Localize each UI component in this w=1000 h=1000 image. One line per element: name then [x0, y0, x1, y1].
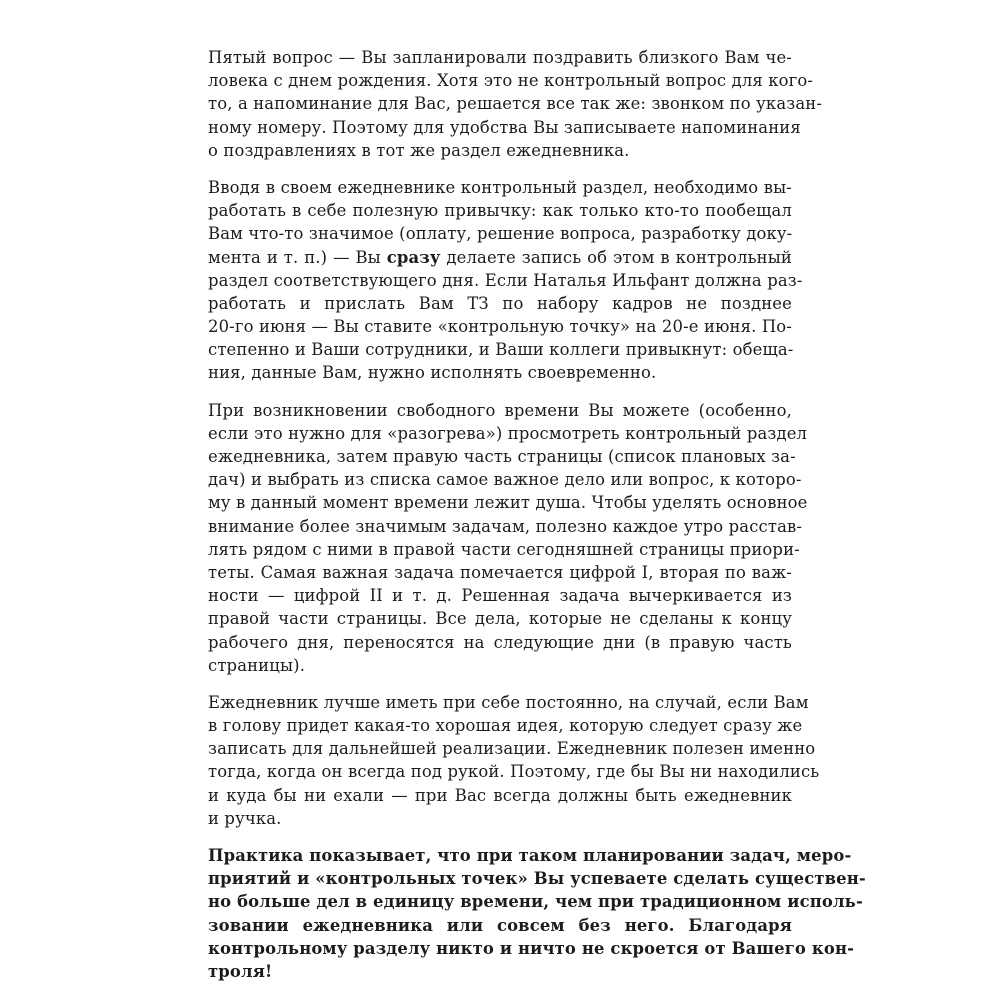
- text-run: ности — цифрой II и т. д. Решенная задача вычеркивается из: [208, 586, 792, 606]
- text-run: делаете запись об этом в контрольный: [440, 247, 792, 267]
- text-line: [208, 914, 792, 937]
- text-run: работать в себе полезную привычку: как только кто-то пообещал: [208, 201, 792, 221]
- paragraph: [208, 844, 866, 983]
- text-line: [208, 561, 792, 584]
- text-run: тогда, когда он всегда под рукой. Поэтому, где бы Вы ни находились: [208, 762, 820, 782]
- text-run: Пятый вопрос — Вы запланировали поздравить близкого Вам че-: [208, 48, 792, 67]
- text-line: [208, 960, 792, 983]
- text-line: [208, 654, 792, 677]
- text-line: [208, 116, 801, 139]
- book-page: [208, 46, 866, 997]
- text-run: ния, данные Вам, нужно исполнять своевременно.: [208, 363, 657, 383]
- text-run: и куда бы ни ехали — при Вас всегда должны быть ежедневник: [208, 785, 792, 805]
- text-line: [208, 691, 809, 714]
- text-line: [208, 515, 803, 538]
- text-line: [208, 468, 802, 491]
- text-run: зовании ежедневника или совсем без него. Благодаря: [208, 915, 792, 935]
- text-line: [208, 292, 792, 315]
- text-line: [208, 538, 800, 561]
- emphasis-text: сразу: [386, 247, 441, 267]
- paragraph: [208, 399, 808, 677]
- text-line: [208, 784, 792, 807]
- text-run: правой части страницы. Все дела, которые не сделаны к концу: [208, 609, 792, 629]
- text-run: раздел соответствующего дня. Если Наталья Ильфант должна раз-: [208, 270, 803, 290]
- text-run: лять рядом с ними в правой части сегодняшней страницы приори-: [208, 539, 800, 559]
- text-line: [208, 139, 792, 162]
- text-line: [208, 199, 792, 222]
- text-run: внимание более значимым задачам, полезно каждое утро расстав-: [208, 516, 803, 536]
- text-line: [208, 422, 808, 445]
- text-run: записать для дальнейшей реализации. Ежедневник полезен именно: [208, 739, 816, 759]
- text-run: работать и прислать Вам ТЗ по набору кадров не позднее: [208, 293, 792, 313]
- text-line: [208, 867, 866, 890]
- text-line: [208, 714, 803, 737]
- text-run: При возникновении свободного времени Вы можете (особенно,: [208, 400, 792, 420]
- paragraph: [208, 46, 823, 162]
- text-line: [208, 445, 796, 468]
- text-run: Ежедневник лучше иметь при себе постоянно, на случай, если Вам: [208, 692, 809, 712]
- text-line: [208, 338, 792, 361]
- text-run: в голову придет какая-то хорошая идея, которую следует сразу же: [208, 716, 803, 736]
- text-run: 20-го июня — Вы ставите «контрольную точку» на 20-е июня. По-: [208, 317, 792, 337]
- text-run: му в данный момент времени лежит душа. Чтобы уделять основное: [208, 493, 808, 513]
- text-line: [208, 937, 855, 960]
- text-line: [208, 760, 820, 783]
- text-run: Практика показывает, что при таком планировании задач, меро-: [208, 846, 852, 865]
- text-line: [208, 890, 863, 913]
- text-run: страницы).: [208, 655, 306, 675]
- text-line: [208, 807, 792, 830]
- text-run: дач) и выбрать из списка самое важное дело или вопрос, к которо-: [208, 470, 802, 490]
- text-run: о поздравлениях в тот же раздел ежедневника.: [208, 140, 630, 160]
- text-run: теты. Самая важная задача помечается цифрой I, вторая по важ-: [208, 562, 792, 582]
- text-run: степенно и Ваши сотрудники, и Ваши коллеги привыкнут: обеща-: [208, 340, 794, 360]
- text-run: и ручка.: [208, 808, 282, 828]
- text-line: [208, 607, 792, 630]
- text-run: ежедневника, затем правую часть страницы (список плановых за-: [208, 447, 796, 466]
- text-run: Вводя в своем ежедневнике контрольный раздел, необходимо вы-: [208, 177, 792, 197]
- text-run: то, а напоминание для Вас, решается все так же: звонком по указан-: [208, 94, 823, 114]
- text-line: [208, 737, 816, 760]
- text-line: [208, 491, 808, 514]
- text-line: [208, 361, 792, 384]
- text-run: приятий и «контрольных точек» Вы успеваете сделать существен-: [208, 869, 866, 889]
- text-line: [208, 269, 803, 292]
- text-line: [208, 399, 792, 422]
- text-line: [208, 176, 792, 199]
- text-run: Вам что-то значимое (оплату, решение вопроса, разработку доку-: [208, 224, 793, 244]
- text-line: [208, 315, 792, 338]
- text-run: но больше дел в единицу времени, чем при традиционном исполь-: [208, 892, 863, 912]
- text-run: контрольному разделу никто и ничто не скроется от Вашего кон-: [208, 938, 855, 958]
- text-run: троля!: [208, 961, 273, 981]
- text-line: [208, 584, 792, 607]
- text-line: [208, 631, 792, 654]
- text-run: ному номеру. Поэтому для удобства Вы записываете напоминания: [208, 117, 801, 137]
- text-line: [208, 92, 823, 115]
- text-line: [208, 844, 852, 867]
- paragraph: [208, 176, 803, 385]
- text-line: [208, 246, 792, 269]
- text-line: [208, 222, 792, 245]
- text-run: если это нужно для «разогрева») просмотреть контрольный раздел: [208, 423, 808, 443]
- text-line: [208, 69, 814, 92]
- text-run: ловека с днем рождения. Хотя это не контрольный вопрос для кого-: [208, 71, 814, 91]
- text-run: мента и т. п.) — Вы: [208, 247, 387, 267]
- text-run: рабочего дня, переносятся на следующие дни (в правую часть: [208, 632, 792, 652]
- paragraph: [208, 691, 820, 830]
- text-line: [208, 46, 792, 69]
